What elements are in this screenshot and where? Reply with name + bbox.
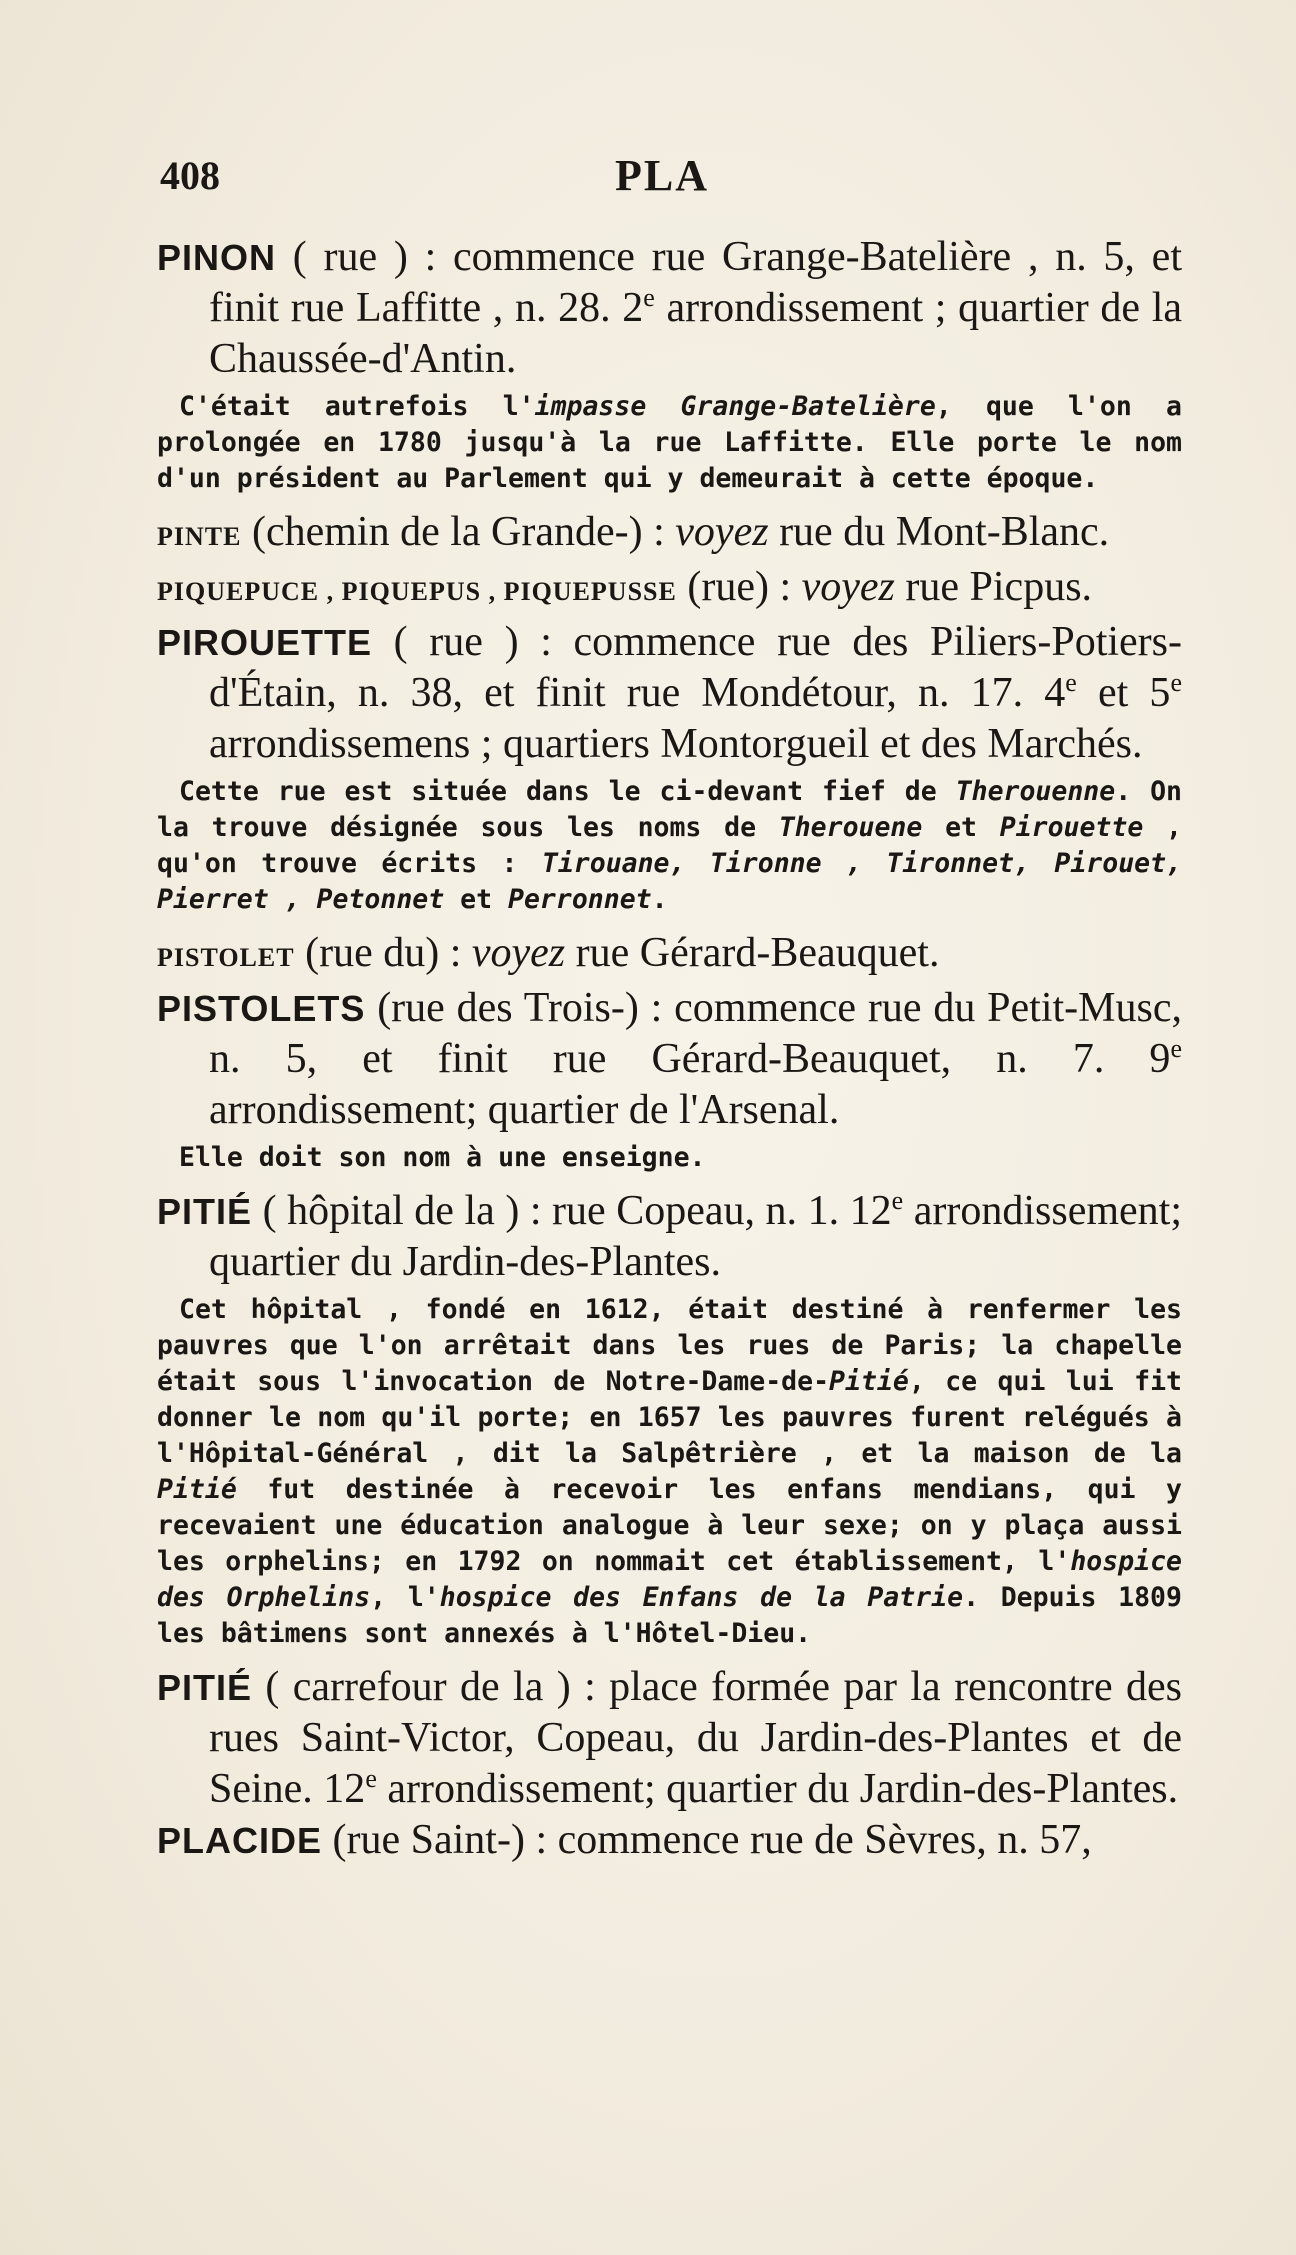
entry-pinte — [157, 507, 1182, 562]
entry-text: PINON ( rue ) : commence rue Grange-Batelière , n. 5, et finit rue Laffitte , n. 28. 2e arrondissement ; quartier de la Chaussée-d'Antin. — [157, 234, 1183, 382]
entry-headword: PLACIDE — [157, 1820, 323, 1861]
entry-piquepuce — [157, 562, 1182, 617]
entry-text: PITIÉ ( hôpital de la ) : rue Copeau, n. 1. 12e arrondissement; quartier du Jardin-des-Plantes. — [157, 1186, 1183, 1285]
entry-pitie-carrefour — [157, 1662, 1182, 1815]
entry-headword: PITIÉ — [157, 1667, 253, 1708]
entry-pinon — [157, 232, 1182, 497]
entry-text: PIROUETTE ( rue ) : commence rue des Piliers-Potiers-d'Étain, n. 38, et finit rue Mondétour, n. 17. 4e et 5e arrondissemens ; quartiers Montorgueil et des Marchés. — [157, 619, 1182, 767]
entry-note: C'était autrefois l'impasse Grange-Batelière, que l'on a prolongée en 1780 jusqu'à la rue Laffitte. Elle porte le nom d'un président au Parlement qui y demeurait à cette époque. — [157, 391, 1183, 494]
entry-headword: PINTE — [157, 522, 242, 551]
entry-note: Elle doit son nom à une enseigne. — [179, 1142, 706, 1173]
entry-headword: PIROUETTE — [157, 622, 373, 663]
entry-text: PIQUEPUCE , PIQUEPUS , PIQUEPUSSE (rue) : voyez rue Picpus. — [157, 564, 1093, 610]
entry-note: Cet hôpital , fondé en 1612, était destiné à renfermer les pauvres que l'on arrêtait dans les rues de Paris; la chapelle était sous l'invocation de Notre-Dame-de-Pitié, ce qui lui fit donner le nom qu'il porte; en 1657 les pauvres furent relégués à l'Hôpital-Général , dit la Salpêtrière , et la maison de la Pitié fut destinée à recevoir les enfans mendians, qui y recevaient une éducation analogue à leur sexe; on y plaça aussi les orphelins; en 1792 on nommait cet établissement, l'hospice des Orphelins, l'hospice des Enfans de la Patrie. Depuis 1809 les bâtimens sont annexés à l'Hôtel-Dieu. — [157, 1294, 1182, 1649]
page-header — [160, 152, 1156, 212]
entry-headword: PITIÉ — [157, 1191, 253, 1232]
entry-headword: PIQUEPUCE , PIQUEPUS , PIQUEPUSSE — [157, 577, 677, 606]
entry-headword: PINON — [157, 237, 277, 278]
entry-text: PINTE (chemin de la Grande-) : voyez rue du Mont-Blanc. — [157, 509, 1110, 555]
entry-pirouette — [157, 617, 1182, 918]
running-head: PLA — [615, 151, 709, 200]
entry-pistolet — [157, 928, 1182, 983]
entry-text: PISTOLETS (rue des Trois-) : commence rue du Petit-Musc, n. 5, et finit rue Gérard-Beauquet, n. 7. 9e arrondissement; quartier de l'Arsenal. — [157, 985, 1182, 1133]
entry-text: PISTOLET (rue du) : voyez rue Gérard-Beauquet. — [157, 930, 940, 976]
entry-text: PLACIDE (rue Saint-) : commence rue de Sèvres, n. 57, — [157, 1817, 1092, 1863]
entry-headword: PISTOLET — [157, 943, 295, 972]
entry-note: Cette rue est située dans le ci-devant fief de Therouenne. On la trouve désignée sous les noms de Therouene et Pirouette , qu'on trouve écrits : Tirouane, Tironne , Tironnet, Pirouet, Pierret , Petonnet et Perronnet. — [157, 776, 1183, 915]
entry-placide — [157, 1815, 1182, 1866]
dictionary-body — [157, 232, 1182, 1866]
entry-pistolets — [157, 983, 1182, 1176]
entry-text: PITIÉ ( carrefour de la ) : place formée par la rencontre des rues Saint-Victor, Copeau, du Jardin-des-Plantes et de Seine. 12e arrondissement; quartier du Jardin-des-Plantes. — [157, 1664, 1182, 1812]
entry-headword: PISTOLETS — [157, 988, 366, 1029]
page-number: 408 — [160, 153, 220, 198]
entry-pitie-hopital — [157, 1186, 1182, 1652]
